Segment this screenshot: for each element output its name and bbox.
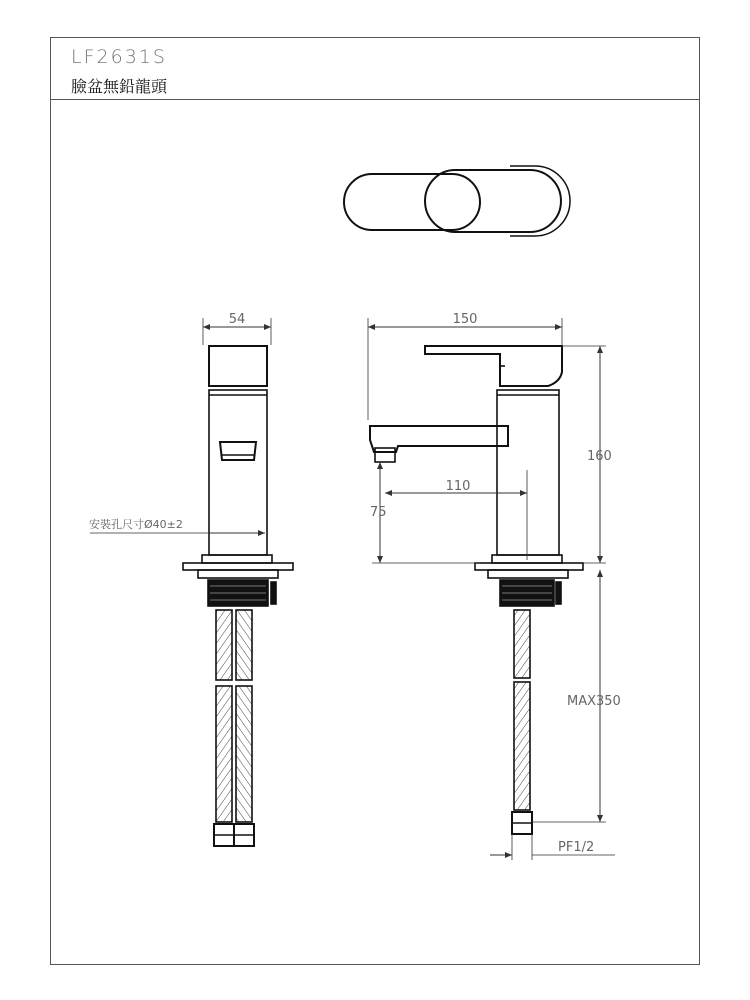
front-view (368, 318, 615, 860)
front-lever-handle (425, 346, 562, 386)
top-view-handle (425, 170, 561, 232)
side-body (209, 390, 267, 555)
connection-label: PF1/2 (558, 840, 595, 855)
side-view (90, 318, 293, 846)
overall-width-label: 150 (452, 312, 478, 327)
top-view (344, 166, 570, 236)
front-aerator (375, 448, 395, 462)
reach-label: 110 (445, 479, 471, 494)
side-hose-left (216, 610, 232, 680)
width-dimension-label: 54 (228, 312, 246, 327)
product-description: 臉盆無鉛龍頭 (71, 77, 168, 96)
front-body (497, 390, 559, 555)
side-hose-right (236, 610, 252, 680)
mounting-hole-label: 安裝孔尺寸Ø40±2 (89, 518, 183, 531)
spout-height-label: 75 (370, 505, 387, 520)
side-handle (209, 346, 267, 386)
front-hose (514, 610, 530, 678)
top-view-spout (344, 174, 480, 230)
side-aerator (220, 442, 256, 460)
hose-length-label: MAX350 (567, 694, 621, 709)
height-label: 160 (587, 449, 612, 464)
model-number: LF2631S (71, 46, 167, 68)
